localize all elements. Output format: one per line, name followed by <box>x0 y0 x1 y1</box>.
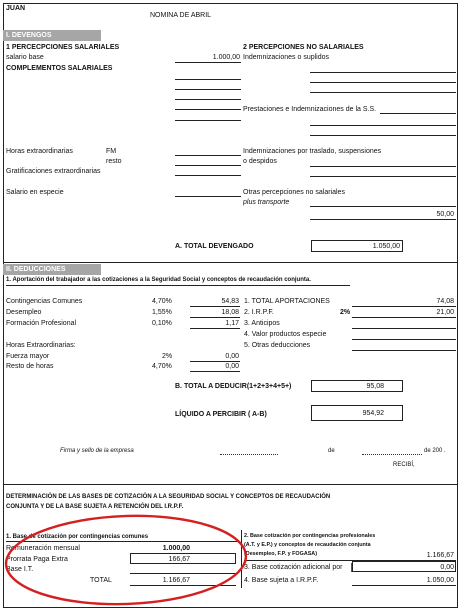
blank-line <box>310 176 456 177</box>
blank-line <box>310 135 456 136</box>
resto-horas-value: 0,00 <box>225 363 239 370</box>
bases-title-2: CONJUNTA Y DE LA BASE SUJETA A RETENCIÓN DEL I.R.P.F. <box>6 504 184 510</box>
horas-extra-label: Horas extraordinarias <box>6 148 73 155</box>
firma-dotted-line <box>362 454 422 455</box>
blank-line <box>175 109 241 110</box>
blank-line <box>310 166 456 167</box>
blank-line <box>352 306 456 307</box>
complementos-label: COMPLEMENTOS SALARIALES <box>6 65 113 72</box>
comunes-title: 1. Base de cotización por contingencias comunes <box>6 534 149 540</box>
blank-line <box>190 361 240 362</box>
total-deducir-value: 95,08 <box>366 383 384 390</box>
desempleo-pct: 1,55% <box>152 309 172 316</box>
gratificaciones-label: Gratificaciones extraordinarias <box>6 168 101 175</box>
transporte-value: 50,00 <box>436 211 454 218</box>
prorrata-label: Prorrata Paga Extra <box>6 556 68 563</box>
blank-line <box>190 306 240 307</box>
highlight-ellipse <box>0 505 260 612</box>
blank-line <box>190 317 240 318</box>
blank-line <box>175 79 241 80</box>
base-irpf-label: 4. Base sujeta a I.R.P.F. <box>244 577 319 584</box>
horas-extraordinarias-label: Horas Extraordinarias: <box>6 342 76 349</box>
salario-base-label: salario base <box>6 54 44 61</box>
prorrata-value: 166,67 <box>168 556 190 563</box>
total-devengado-value: 1.050,00 <box>372 243 400 250</box>
prestaciones-label: Prestaciones e Indemnizaciones de la S.S. <box>243 106 377 113</box>
irpf-value: 21,00 <box>436 309 454 316</box>
desempleo-value: 18,08 <box>221 309 239 316</box>
desempleo-label: Desempleo <box>6 309 42 316</box>
formacion-value: 1,17 <box>225 320 239 327</box>
bases-total-label: TOTAL <box>90 577 112 584</box>
employee-name: JUAN <box>6 5 26 12</box>
traslado-label: Indemnizaciones por traslado, suspensiones <box>243 148 382 155</box>
formacion-pct: 0,10% <box>152 320 172 327</box>
resto-horas-label: Resto de horas <box>6 363 54 370</box>
liquido-value: 954,92 <box>362 410 384 417</box>
blank-line <box>352 350 456 351</box>
blank-line <box>352 317 456 318</box>
firma-de: de <box>328 448 335 454</box>
section-divider <box>3 484 458 485</box>
recibi-label: RECIBÍ, <box>393 462 415 468</box>
firma-de200: de 200 . <box>424 448 446 454</box>
total-aportaciones-value: 74,08 <box>436 298 454 305</box>
formacion-label: Formación Profesional <box>6 320 77 327</box>
otras-deducciones-label: 5. Otras deducciones <box>244 342 311 349</box>
aportacion-underline <box>6 285 350 286</box>
bases-total-value: 1.166,67 <box>162 577 190 584</box>
base-irpf-value: 1.050,00 <box>426 577 454 584</box>
fuerza-mayor-value: 0,00 <box>225 353 239 360</box>
fuerza-mayor-label: Fuerza mayor <box>6 353 50 360</box>
payslip-title: NOMINA DE ABRIL <box>150 12 212 19</box>
blank-line <box>310 125 456 126</box>
aportacion-title: 1. Aportación del trabajador a las cotizaciones a la Seguridad Social y conceptos de recaudación conjunta. <box>6 277 311 283</box>
blank-line <box>175 120 241 121</box>
profesionales-title-2: (A.T. y E.P.) y conceptos de recaudación conjunta <box>244 542 371 548</box>
blank-line <box>175 155 241 156</box>
profesionales-title-1: 2. Base cotización por contingencias profesionales <box>244 533 376 539</box>
percepciones-no-salariales-title: 2 PERCEPCIONES NO SALARIALES <box>243 44 364 51</box>
liquido-label: LÍQUIDO A PERCIBIR ( A-B) <box>175 411 267 418</box>
remuneracion-label: Remuneración mensual <box>6 545 80 552</box>
anticipos-label: 3. Anticipos <box>244 320 280 327</box>
total-deducir-label: B. TOTAL A DEDUCIR(1+2+3+4+5+) <box>175 383 292 390</box>
base-it-label: Base I.T. <box>6 566 34 573</box>
firma-label: Firma y sello de la empresa <box>60 448 134 454</box>
irpf-pct: 2% <box>340 309 351 316</box>
irpf-label: 2. I.R.P.F. <box>244 309 274 316</box>
blank-line <box>190 328 240 329</box>
blank-line <box>310 72 456 73</box>
blank-line <box>352 339 456 340</box>
blank-line <box>310 82 456 83</box>
blank-line <box>175 196 241 197</box>
resto-label: resto <box>106 158 122 165</box>
contingencias-value: 54,83 <box>221 298 239 305</box>
adicional-label: 3. Base cotización adicional por <box>244 564 343 571</box>
section-divider <box>3 262 458 263</box>
transporte-line <box>310 219 456 220</box>
blank-line <box>190 371 240 372</box>
blank-line <box>380 113 456 114</box>
firma-dotted-line <box>220 454 278 455</box>
indemnizaciones-label: Indemnizaciones o suplidos <box>243 54 329 61</box>
blank-line <box>175 175 241 176</box>
salario-base-value: 1.000,00 <box>212 54 240 61</box>
blank-line <box>175 165 241 166</box>
blank-line <box>310 92 456 93</box>
transporte-label: plus transporte <box>243 199 290 206</box>
adicional-value: 0,00 <box>440 564 454 571</box>
fm-label: FM <box>106 148 117 155</box>
deducciones-section-title: II. DEDUCCIONES <box>6 266 66 273</box>
salario-base-line <box>175 62 241 63</box>
blank-line <box>175 99 241 100</box>
resto-horas-pct: 4,70% <box>152 363 172 370</box>
profesionales-value: 1.166,67 <box>426 552 454 559</box>
productos-especie-label: 4. Valor productos especie <box>244 331 327 338</box>
fuerza-mayor-pct: 2% <box>162 353 173 360</box>
despidos-label: o despidos <box>243 158 277 165</box>
contingencias-label: Contingencias Comunes <box>6 298 83 305</box>
blank-line <box>175 89 241 90</box>
devengos-section-title: I. DEVENGOS <box>6 32 52 39</box>
blank-line <box>352 328 456 329</box>
blank-line <box>310 206 456 207</box>
bases-title-1: DETERMINACIÓN DE LAS BASES DE COTIZACIÓN A LA SEGURIDAD SOCIAL Y CONCEPTOS DE RECAUDACIÓN <box>6 494 331 500</box>
percepciones-salariales-title: 1 PERCECPCIONES SALARIALES <box>6 44 120 51</box>
total-devengado-label: A. TOTAL DEVENGADO <box>175 243 254 250</box>
otras-percepciones-label: Otras percepciones no salariales <box>243 189 345 196</box>
base-irpf-line <box>352 585 456 586</box>
profesionales-title-3: (Desempleo, F.P. y FOGASA) <box>244 551 317 557</box>
especie-label: Salario en especie <box>6 189 64 196</box>
contingencias-pct: 4,70% <box>152 298 172 305</box>
remuneracion-value: 1.000,00 <box>162 545 190 552</box>
total-aportaciones-label: 1. TOTAL APORTACIONES <box>244 298 330 305</box>
